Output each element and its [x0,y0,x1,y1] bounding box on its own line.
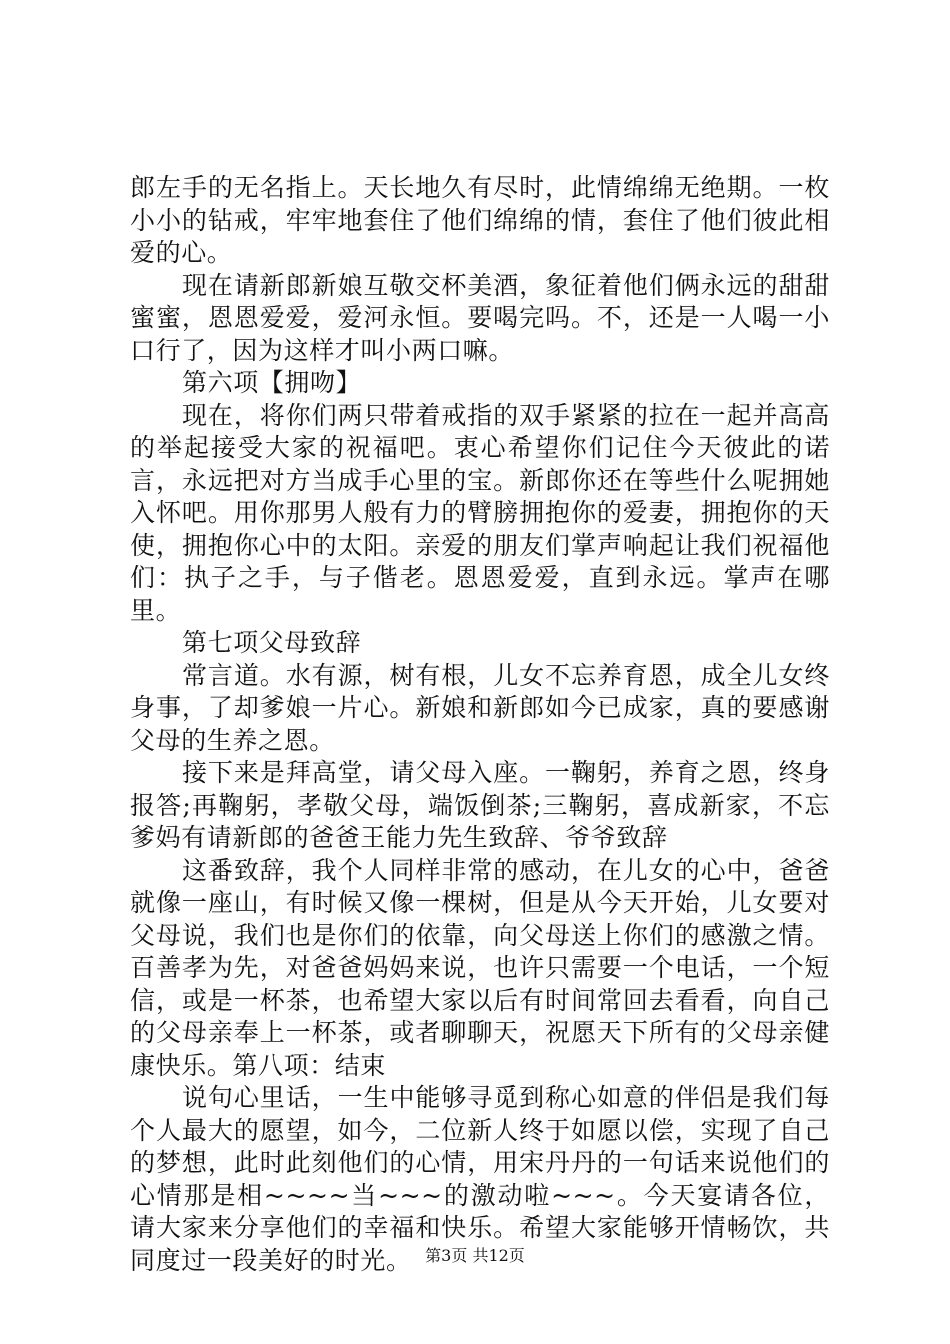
page-number: 第3页 共12页 [425,1246,525,1265]
paragraph-6: 这番致辞，我个人同样非常的感动，在儿女的心中，爸爸就像一座山，有时候又像一棵树，但是从今天开始，儿女要对父母说，我们也是你们的依靠，向父母送上你们的感激之情。百善孝为先，对爸爸妈妈来说，也许只需要一个电话，一个短信，或是一杯茶，也希望大家以后有时间常回去看看，向自己的父母亲奉上一杯茶，或者聊聊天，祝愿天下所有的父母亲健康快乐。第八项：结束 [130,855,830,1080]
paragraph-2: 现在请新郎新娘互敬交杯美酒，象征着他们俩永远的甜甜蜜蜜，恩恩爱爱，爱河永恒。要喝完吗。不，还是一人喝一小口行了，因为这样才叫小两口嘛。 [130,270,830,365]
document-body [130,172,830,1277]
paragraph-4: 常言道。水有源，树有根，儿女不忘养育恩，成全儿女终身事，了却爹娘一片心。新娘和新郎如今已成家，真的要感谢父母的生养之恩。 [130,660,830,755]
paragraph-1: 郎左手的无名指上。天长地久有尽时，此情绵绵无绝期。一枚小小的钻戒，牢牢地套住了他们绵绵的情，套住了他们彼此相爱的心。 [130,173,830,267]
section-heading-7: 第七项父母致辞 [182,628,362,657]
section-heading-6: 第六项【拥吻】 [182,368,362,397]
paragraph-3: 现在，将你们两只带着戒指的双手紧紧的拉在一起并高高的举起接受大家的祝福吧。衷心希望你们记住今天彼此的诺言，永远把对方当成手心里的宝。新郎你还在等些什么呢拥她入怀吧。用你那男人般有力的臂膀拥抱你的爱妻，拥抱你的天使，拥抱你心中的太阳。亲爱的朋友们掌声响起让我们祝福他们：执子之手，与子偕老。恩恩爱爱，直到永远。掌声在哪里。 [130,400,830,625]
paragraph-7: 说句心里话，一生中能够寻觅到称心如意的伴侣是我们每个人最大的愿望，如今，二位新人终于如愿以偿，实现了自己的梦想，此时此刻他们的心情，用宋丹丹的一句话来说他们的心情那是相~~~~当~~~的激动啦~~~。今天宴请各位，请大家来分享他们的幸福和快乐。希望大家能够开情畅饮，共同度过一段美好的时光。 [130,1083,830,1275]
paragraph-5: 接下来是拜高堂，请父母入座。一鞠躬，养育之恩，终身报答;再鞠躬，孝敬父母，端饭倒茶;三鞠躬，喜成新家，不忘爹妈有请新郎的爸爸王能力先生致辞、爷爷致辞 [130,758,830,852]
